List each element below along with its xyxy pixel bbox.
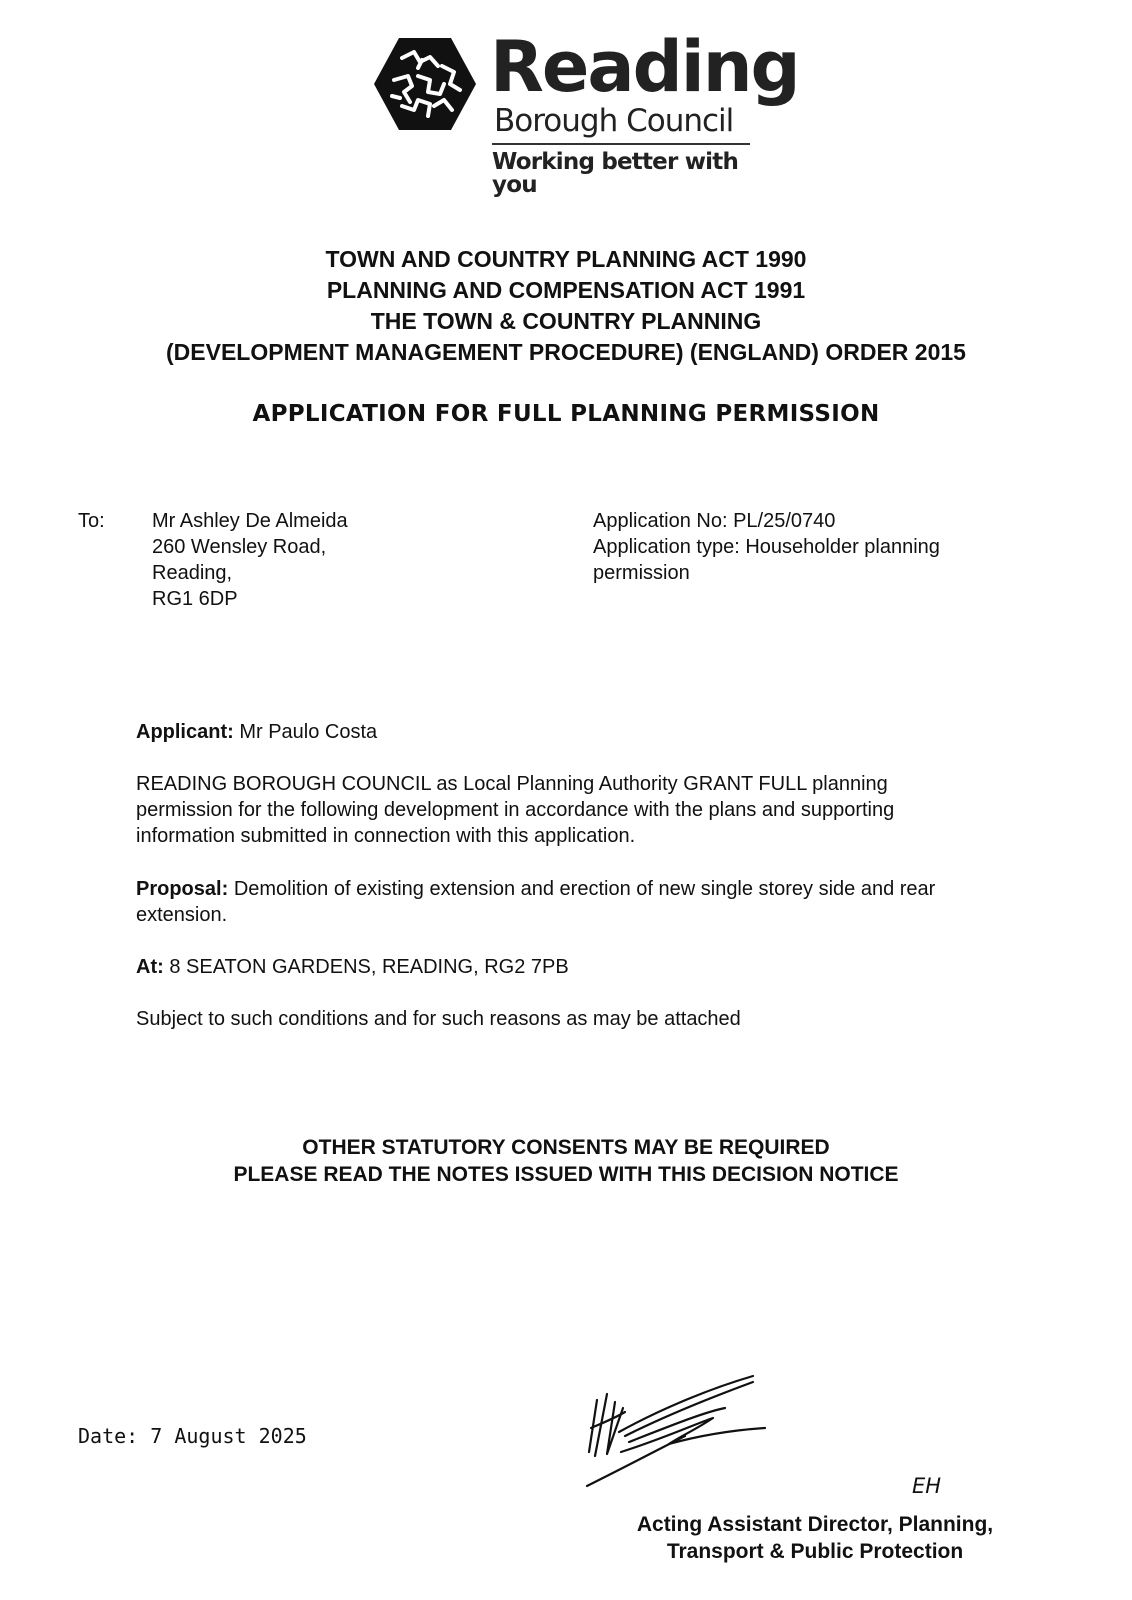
proposal-paragraph	[136, 876, 1056, 928]
address-line: Reading,	[152, 562, 233, 584]
proposal-text: Demolition of existing extension and erection of new single storey side and rear	[233, 878, 936, 900]
application-number-label: Application No:	[593, 510, 728, 532]
decision-date	[78, 1424, 307, 1448]
applicant-label: Applicant:	[136, 721, 234, 743]
site-address-row	[136, 954, 569, 980]
notice-line: PLEASE READ THE NOTES ISSUED WITH THIS DECISION NOTICE	[233, 1163, 899, 1186]
signatory-title	[560, 1511, 1070, 1565]
signature-initials: EH	[912, 1474, 942, 1498]
paragraph-line: READING BOROUGH COUNCIL as Local Planning Authority GRANT FULL planning	[136, 773, 888, 795]
logo-tagline: Working better with you	[492, 149, 739, 198]
application-number: PL/25/0740	[733, 510, 836, 532]
address-postcode: RG1 6DP	[152, 588, 238, 610]
application-info	[593, 508, 1023, 586]
address-line: 260 Wensley Road,	[152, 536, 327, 558]
act-line: PLANNING AND COMPENSATION ACT 1991	[326, 277, 806, 303]
proposal-label: Proposal:	[136, 878, 229, 900]
paragraph-line: permission for the following development in accordance with the plans and supporting	[136, 799, 895, 821]
act-line: (DEVELOPMENT MANAGEMENT PROCEDURE) (ENGLAND) ORDER 2015	[166, 339, 966, 365]
recipient-label: To:	[78, 510, 105, 532]
logo-divider	[492, 143, 750, 145]
date-label: Date:	[78, 1424, 139, 1448]
act-line: THE TOWN & COUNTRY PLANNING	[370, 308, 762, 334]
proposal-text-continued: extension.	[136, 904, 228, 926]
site-address: 8 SEATON GARDENS, READING, RG2 7PB	[169, 956, 569, 978]
puzzle-hexagon-icon	[372, 36, 478, 132]
legislation-heading	[0, 244, 1132, 368]
date-value: 7 August 2025	[150, 1424, 307, 1448]
act-line: TOWN AND COUNTRY PLANNING ACT 1990	[325, 246, 807, 272]
recipient-name: Mr Ashley De Almeida	[152, 510, 348, 532]
application-type: Householder planning	[745, 536, 940, 558]
recipient-address	[152, 508, 348, 612]
statutory-notice	[0, 1134, 1132, 1188]
application-type-row	[593, 534, 1023, 560]
council-logo	[372, 26, 799, 198]
logo-subtitle: Borough Council	[494, 103, 734, 139]
application-type-continued: permission	[593, 562, 690, 584]
signatory-line: Transport & Public Protection	[666, 1540, 964, 1563]
conditions-statement: Subject to such conditions and for such reasons as may be attached	[136, 1008, 741, 1030]
logo-name: Reading	[490, 26, 799, 108]
paragraph-line: information submitted in connection with this application.	[136, 825, 636, 847]
application-type-label: Application type:	[593, 536, 740, 558]
signatory-line: Acting Assistant Director, Planning,	[636, 1513, 994, 1536]
application-number-row	[593, 508, 1023, 534]
grant-paragraph	[136, 771, 1036, 849]
application-title: APPLICATION FOR FULL PLANNING PERMISSION	[252, 401, 880, 427]
site-label: At:	[136, 956, 164, 978]
applicant-name: Mr Paulo Costa	[239, 721, 378, 743]
notice-line: OTHER STATUTORY CONSENTS MAY BE REQUIRED	[302, 1136, 830, 1159]
handwritten-signature	[585, 1372, 795, 1492]
applicant-row	[136, 719, 377, 745]
